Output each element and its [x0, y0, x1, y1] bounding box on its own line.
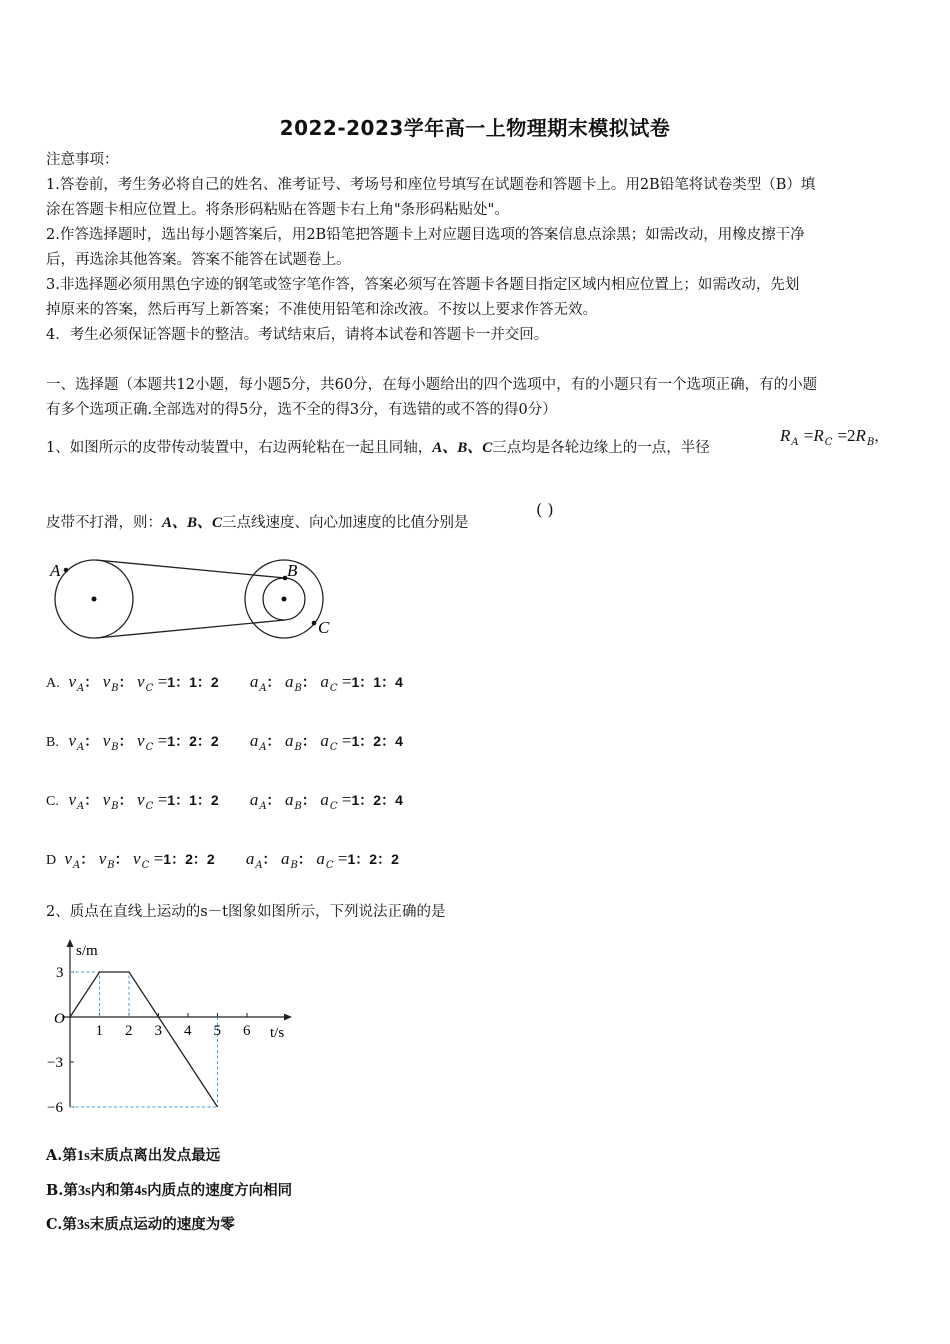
x-tick-label: 2	[125, 1023, 133, 1039]
y-axis-arrow	[67, 939, 74, 947]
q2-option-b[interactable]: B.第3s内和第4s内质点的速度方向相同	[46, 1182, 293, 1199]
label-a: A	[50, 561, 61, 580]
y-tick-label: −6	[47, 1100, 63, 1116]
guide-lines	[70, 972, 218, 1107]
question-text: 1、如图所示的皮带传动装置中，右边两轮粘在一起且同轴，	[46, 440, 433, 456]
notice-line: 涂在答题卡相应位置上。将条形码粘贴在答题卡右上角"条形码粘贴处"。	[46, 202, 509, 218]
label-c: C	[318, 618, 330, 637]
answer-paren: ( )	[536, 500, 554, 519]
q2-option-a[interactable]: A.第1s末质点离出发点最远	[46, 1147, 221, 1164]
notice-line: 3.非选择题必须用黑色字迹的钢笔或签字笔作答，答案必须写在答题卡各题目指定区域内相应位置上；如需改动，先划	[46, 277, 800, 293]
notice-line: 后，再选涂其他答案。答案不能答在试题卷上。	[46, 252, 351, 268]
notice-line: 掉原来的答案，然后再写上新答案；不准使用铅笔和涂改液。不按以上要求作答无效。	[46, 302, 597, 318]
question-1-text-line2: 皮带不打滑，则：A、B、C三点线速度、向心加速度的比值分别是	[46, 515, 469, 531]
option-b[interactable]: B. $v_A$： $v_B$： $v_C =1$：2：2 $a_A$： $a_B$： $a_C =1$：2：4	[46, 731, 403, 753]
option-d[interactable]: D $v_A$： $v_B$： $v_C =1$：2：2 $a_A$： $a_B$： $a_C =1$：2：2	[46, 849, 399, 871]
x-axis-label: t/s	[270, 1025, 285, 1041]
point-a	[64, 568, 69, 573]
tick-marks	[70, 972, 247, 1107]
q2-option-c[interactable]: C.第3s末质点运动的速度为零	[46, 1216, 235, 1233]
question-2-text: 2、质点在直线上运动的s－t图象如图所示，下列说法正确的是	[46, 904, 446, 920]
radius-formula: $R_A =R_C =2R_B$，	[780, 426, 889, 448]
y-axis-label: s/m	[76, 943, 98, 959]
section-heading: 一、选择题（本题共12小题，每小题5分，共60分，在每小题给出的四个选项中，有的小题只有一个选项正确，有的小题	[46, 377, 818, 393]
x-tick-label: 3	[154, 1023, 162, 1039]
y-tick-label: −3	[47, 1055, 63, 1071]
question-text: 三点均是各轮边缘上的一点，半径	[492, 440, 710, 456]
x-tick-label: 4	[184, 1023, 192, 1039]
x-tick-label: 5	[213, 1023, 221, 1039]
notice-line: 1.答卷前，考生务必将自己的姓名、准考证号、考场号和座位号填写在试题卷和答题卡上。用2B铅笔将试卷类型（B）填	[46, 177, 816, 193]
option-c[interactable]: C. $v_A$： $v_B$： $v_C =1$：1：2 $a_A$： $a_B$： $a_C =1$：2：4	[46, 790, 403, 812]
belt-drive-figure	[44, 552, 344, 652]
notice-line: 4．考生必须保证答题卡的整洁。考试结束后，请将本试卷和答题卡一并交回。	[46, 327, 549, 343]
section-heading: 有多个选项正确.全部选对的得5分，选不全的得3分，有选错的或不答的得0分）	[46, 402, 557, 418]
page-title: 2022-2023学年高一上物理期末模拟试卷	[279, 116, 671, 140]
point-c	[312, 621, 317, 626]
y-tick-labels	[47, 965, 64, 1116]
question-1-text	[46, 436, 710, 461]
origin-label: O	[54, 1011, 65, 1027]
left-axle	[92, 597, 97, 602]
x-tick-label: 1	[95, 1023, 103, 1039]
s-t-line	[70, 972, 218, 1107]
x-tick-label: 6	[243, 1023, 251, 1039]
x-tick-labels	[96, 1023, 252, 1039]
x-axis-arrow	[284, 1014, 292, 1021]
notice-line: 2.作答选择题时，选出每小题答案后，用2B铅笔把答题卡上对应题目选项的答案信息点涂黑；如需改动，用橡皮擦干净	[46, 227, 805, 243]
label-b: B	[287, 561, 298, 580]
s-t-graph	[44, 935, 304, 1125]
y-tick-label: 3	[56, 965, 64, 981]
option-a[interactable]: A. $v_A$： $v_B$： $v_C =1$：1：2 $a_A$： $a_B$： $a_C =1$：1：4	[46, 672, 403, 694]
point-labels: A、B、C	[432, 440, 493, 456]
notice-heading: 注意事项：	[46, 152, 119, 168]
right-axle	[282, 597, 287, 602]
